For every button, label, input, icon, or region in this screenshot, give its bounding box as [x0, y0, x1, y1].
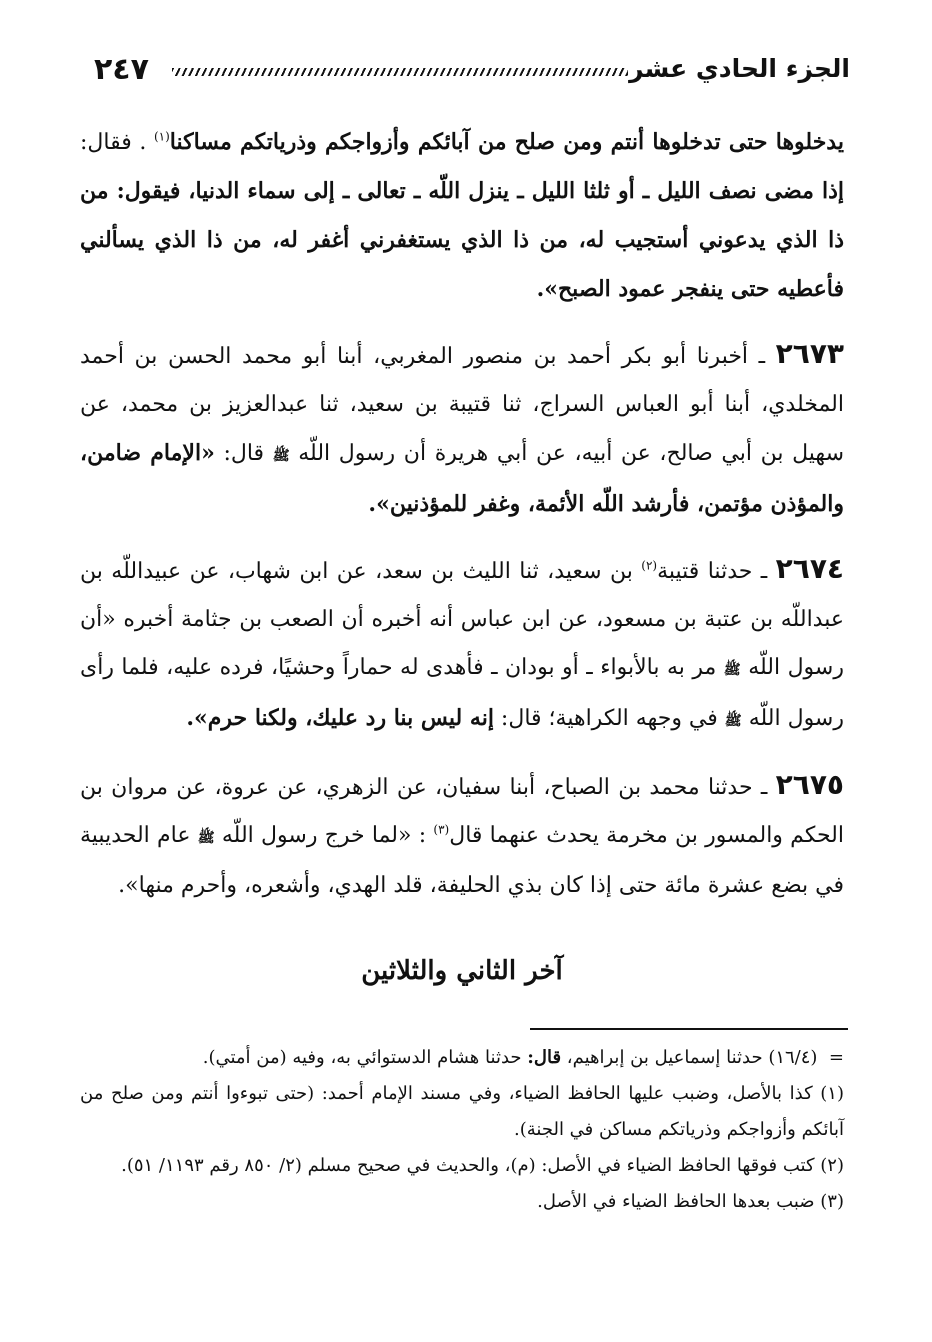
intro-paragraph: يدخلوها حتى تدخلوها أنتم ومن صلح من آبائكم وأزواجكم وذرياتكم مساكنا$^{(١)}$ . فقال: إذا مضى نصف الليل ـ أو ثلثا الليل ـ ينزل اللّه ـ تعالى ـ إلى سماء الدنيا، فيقول: من ذا الذي يدعوني أستجيب له، من ذا الذي يستغفرني أغفر له، من ذا الذي يسألني فأعطيه حتى ينفجر عمود الصبح».	[80, 129, 844, 302]
intro-quote: إذا مضى نصف الليل ـ أو ثلثا الليل ـ ينزل اللّه ـ تعالى ـ إلى سماء الدنيا، فيقول: من ذا الذي يدعوني أستجيب له، من ذا الذي يستغفرني أغفر له، من ذا الذي يسألني فأعطيه حتى ينفجر عمود الصبح	[80, 178, 844, 302]
footnote-ref-2: (٢)	[641, 558, 658, 573]
section-end-heading: آخر الثاني والثلاثين	[361, 956, 563, 986]
running-title: الجزء الحادي عشر	[629, 54, 850, 83]
footnote-2: (٢) كتب فوقها الحافظ الضياء في الأصل: (م)، والحديث في صحيح مسلم (٢/ ٨٥٠ رقم ١١٩٣/ ٥١).	[121, 1155, 844, 1176]
hadith-matn: إنه ليس بنا رد عليك، ولكنا حرم	[207, 705, 494, 731]
hadith-isnad: ـ أخبرنا أبو بكر أحمد بن منصور المغربي، أبنا أبو محمد الحسن بن أحمد المخلدي، أبنا أبو العباس السراج، ثنا قتيبة بن سعيد، ثنا عبدالعزيز بن محمد، عن سهيل بن أبي صالح، عن أبيه، عن أبي هريرة أن رسول اللّه	[80, 344, 844, 466]
footnote-continuation: = (١٦/٤) حدثنا إسماعيل بن إبراهيم، قال: حدثنا هشام الدستوائي به، وفيه (من أمتي).	[202, 1047, 844, 1068]
page-header	[72, 52, 850, 96]
footnote-1: (١) كذا بالأصل، وضبب عليها الحافظ الضياء، وفي مسند الإمام أحمد: (حتى تبوءوا أنتم ومن صلح من آبائكم وأزواجكم وذرياتكم مساكن في الجنة).	[80, 1083, 844, 1140]
main-text	[80, 118, 844, 910]
hadith-number: ٢٦٧٥	[775, 768, 844, 801]
salutation-glyph: ﷺ	[723, 662, 741, 678]
hadith-number: ٢٦٧٣	[775, 337, 844, 370]
hadith-2675: ٢٦٧٥ ـ حدثنا محمد بن الصباح، أبنا سفيان، عن الزهري، عن عروة، عن مروان بن الحكم والمسور بن مخرمة يحدث عنهما قال$^{(٣)}$ : «لما خرج رسول اللّه ﷺ عام الحديبية في بضع عشرة مائة حتى إذا كان بذي الحليفة، قلد الهدي، وأشعره، وأحرم منها».	[80, 768, 844, 898]
footnote-separator	[530, 1028, 848, 1030]
salutation-glyph: ﷺ	[272, 448, 290, 464]
hadith-matn: «الإمام ضامن، والمؤذن مؤتمن، فأرشد اللّه الأئمة، وغفر للمؤذنين».	[80, 440, 844, 517]
footnote-3: (٣) ضبب بعدها الحافظ الضياء في الأصل.	[537, 1191, 844, 1212]
salutation-glyph: ﷺ	[197, 830, 215, 846]
footnote-ref-1: (١)	[153, 129, 170, 144]
hadith-number: ٢٦٧٤	[775, 552, 845, 585]
hadith-2674: ٢٦٧٤ ـ حدثنا قتيبة$^{(٢)}$ بن سعيد، ثنا الليث بن سعد، عن ابن شهاب، عن عبيداللّه بن عبداللّه بن عتبة بن مسعود، عن ابن عباس أنه أخبره أن الصعب بن جثامة أخبره «أن رسول اللّه ﷺ مر به بالأبواء ـ أو بودان ـ فأهدى له حماراً وحشيًا، فرده عليه، فلما رأى رسول اللّه ﷺ في وجهه الكراهية؛ قال: إنه ليس بنا رد عليك، ولكنا حرم».	[80, 552, 845, 731]
header-decorative-rule	[172, 68, 628, 76]
hadith-2673: ٢٦٧٣ ـ أخبرنا أبو بكر أحمد بن منصور المغربي، أبنا أبو محمد الحسن بن أحمد المخلدي، أبنا أبو العباس السراج، ثنا قتيبة بن سعيد، ثنا عبدالعزيز بن محمد، عن سهيل بن أبي صالح، عن أبيه، عن أبي هريرة أن رسول اللّه ﷺ قال: «الإمام ضامن، والمؤذن مؤتمن، فأرشد اللّه الأئمة، وغفر للمؤذنين».	[80, 337, 844, 517]
intro-lead: فقال:	[80, 130, 132, 155]
footnote-ref-3: (٣)	[433, 822, 450, 837]
salutation-glyph: ﷺ	[724, 713, 742, 729]
footnotes	[80, 1040, 844, 1220]
page-number: ٢٤٧	[94, 52, 149, 87]
intro-line: يدخلوها حتى تدخلوها أنتم ومن صلح من آبائكم وأزواجكم وذرياتكم مساكنا	[169, 129, 844, 155]
